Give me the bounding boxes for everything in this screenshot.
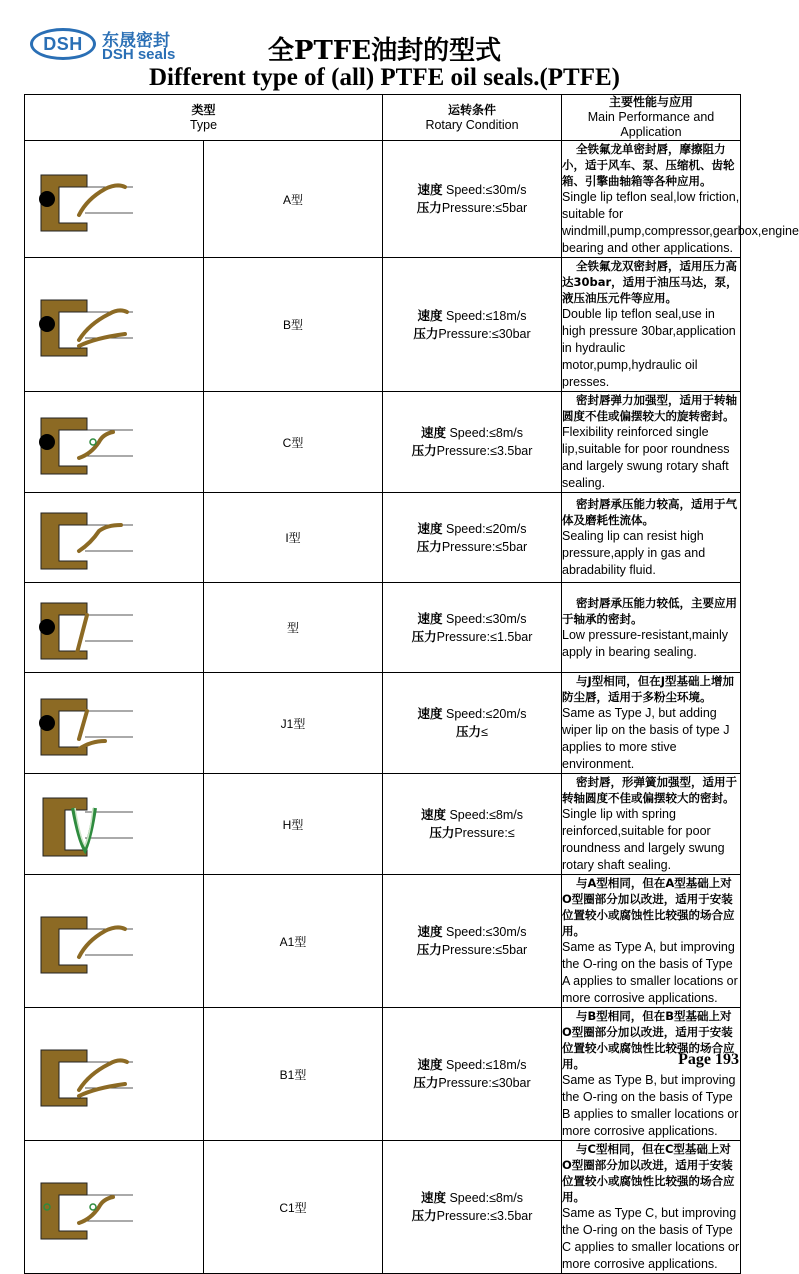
speed-label-cn: 速度 <box>417 610 443 626</box>
pressure-value: Pressure:≤5bar <box>441 943 528 957</box>
speed-label-cn: 速度 <box>420 807 446 822</box>
performance-cell <box>562 583 741 673</box>
seal-drawing-cell <box>25 141 204 258</box>
seal-type-label: C1型 <box>204 1141 383 1274</box>
performance-cell <box>562 392 741 493</box>
rotary-condition-cell <box>383 493 562 583</box>
rotary-condition-cell <box>383 875 562 1008</box>
rotary-condition-cell <box>383 774 562 875</box>
seal-cross-section-drawing <box>25 1030 155 1119</box>
table-row <box>25 583 741 673</box>
performance-cn: 与J型相同，但在J型基础上增加防尘唇，适用于多粉尘环境。 <box>562 674 735 704</box>
page-title-en: Different type of (all) PTFE oil seals.(PTFE) <box>149 64 620 91</box>
logo-mark: DSH <box>30 28 96 60</box>
performance-cell <box>562 875 741 1008</box>
seal-type-label: I型 <box>204 493 383 583</box>
speed-value: Speed:≤8m/s <box>449 426 524 440</box>
seal-drawing-cell <box>25 1141 204 1274</box>
header-condition: 运转条件 Rotary Condition <box>383 95 562 141</box>
pressure-label-cn: 压力 <box>411 628 437 644</box>
performance-en: Same as Type J, but adding wiper lip on the basis of type J applies to more stive environment. <box>562 706 730 771</box>
performance-cn: 密封唇承压能力较高，适用于气体及磨耗性流体。 <box>562 497 737 527</box>
seal-drawing-cell <box>25 1008 204 1141</box>
performance-en: Same as Type B, but improving the O-ring on the basis of Type B applies to smaller locations or more corrosive applications. <box>562 1073 739 1138</box>
seal-drawing-cell <box>25 774 204 875</box>
table-row <box>25 493 741 583</box>
table-row <box>25 1141 741 1274</box>
speed-value: Speed:≤20m/s <box>445 521 527 536</box>
seal-drawing-cell <box>25 583 204 673</box>
speed-label-cn: 速度 <box>417 520 443 536</box>
seal-cross-section-drawing <box>25 493 155 582</box>
seal-drawing-cell <box>25 875 204 1008</box>
rotary-condition-cell <box>383 583 562 673</box>
performance-en: Low pressure-resistant,mainly apply in bearing sealing. <box>562 627 729 659</box>
pressure-value: Pressure:≤5bar <box>441 539 528 554</box>
pressure-value: Pressure:≤30bar <box>438 1076 531 1090</box>
rotary-condition-cell <box>383 1141 562 1274</box>
pressure-value: Pressure:≤30bar <box>438 326 531 341</box>
seal-type-label: J1型 <box>204 673 383 774</box>
rotary-condition-cell <box>383 392 562 493</box>
performance-cn: 与B型相同，但在B型基础上对O型圈部分加以改进，适用于安装位置较小或腐蚀性比较强的场合应用。 <box>562 1009 735 1071</box>
performance-cn: 与C型相同，但在C型基础上对O型圈部分加以改进，适用于安装位置较小或腐蚀性比较强的场合应用。 <box>562 1142 735 1204</box>
performance-cell <box>562 258 741 392</box>
pressure-value: ≤ <box>481 725 488 739</box>
seal-type-label: H型 <box>204 774 383 875</box>
performance-en: Flexibility reinforced single lip,suitable for poor roundness and largely swung rotary shaft sealing. <box>562 425 730 490</box>
pressure-label-cn: 压力 <box>411 1208 437 1223</box>
performance-en: Double lip teflon seal,use in high pressure 30bar,application in hydraulic motor,pump,hydraulic oil presses. <box>562 307 736 389</box>
performance-cell <box>562 1141 741 1274</box>
speed-label-cn: 速度 <box>420 1190 446 1205</box>
speed-label-cn: 速度 <box>417 1057 443 1072</box>
speed-value: Speed:≤30m/s <box>445 611 527 626</box>
table-row <box>25 774 741 875</box>
speed-label-cn: 速度 <box>417 924 443 939</box>
speed-label-cn: 速度 <box>417 182 443 197</box>
pressure-label-cn: 压力 <box>456 724 482 739</box>
pressure-label-cn: 压力 <box>413 1075 439 1090</box>
table-row <box>25 141 741 258</box>
table-row <box>25 258 741 392</box>
pressure-value: Pressure:≤ <box>454 826 515 840</box>
performance-cell <box>562 1008 741 1141</box>
performance-cell <box>562 493 741 583</box>
rotary-condition-cell <box>383 258 562 392</box>
table-row <box>25 673 741 774</box>
pressure-label-cn: 压力 <box>411 443 437 458</box>
pressure-value: Pressure:≤3.5bar <box>436 444 533 458</box>
pressure-label-cn: 压力 <box>429 825 455 840</box>
seal-drawing-cell <box>25 258 204 392</box>
speed-value: Speed:≤20m/s <box>445 707 527 721</box>
rotary-condition-cell <box>383 1008 562 1141</box>
seal-cross-section-drawing <box>25 280 155 369</box>
speed-value: Speed:≤18m/s <box>445 308 527 323</box>
seal-type-label: A型 <box>204 141 383 258</box>
pressure-label-cn: 压力 <box>416 942 442 957</box>
seal-drawing-cell <box>25 392 204 493</box>
seal-type-label: C型 <box>204 392 383 493</box>
performance-cn: 全铁氟龙单密封唇，摩擦阻力小，适于风车、泵、压缩机、齿轮箱、引擎曲轴箱等各种应用。 <box>562 142 735 188</box>
performance-cell <box>562 774 741 875</box>
page-title-cn: 全PTFE油封的型式 <box>267 36 502 66</box>
table-row <box>25 392 741 493</box>
speed-label-cn: 速度 <box>420 425 446 440</box>
performance-cell <box>562 673 741 774</box>
speed-value: Speed:≤30m/s <box>445 925 527 939</box>
performance-cn: 密封唇，形弹簧加强型，适用于转轴圆度不佳或偏摆较大的密封。 <box>562 775 737 805</box>
performance-cn: 全铁氟龙双密封唇，适用压力高达30bar，适用于油压马达，泵，液压油压元件等应用。 <box>562 259 738 305</box>
pressure-label-cn: 压力 <box>416 538 442 554</box>
seal-cross-section-drawing <box>25 1163 155 1252</box>
speed-label-cn: 速度 <box>417 706 443 721</box>
header-type: 类型 Type <box>25 95 383 141</box>
performance-cn: 密封唇承压能力较低，主要应用于轴承的密封。 <box>562 595 737 626</box>
page-number: Page 193 <box>678 1051 739 1068</box>
seal-cross-section-drawing <box>25 398 155 487</box>
seal-cross-section-drawing <box>25 583 155 672</box>
pressure-label-cn: 压力 <box>416 200 442 215</box>
pressure-value: Pressure:≤3.5bar <box>436 1209 533 1223</box>
seal-type-label: A1型 <box>204 875 383 1008</box>
rotary-condition-cell <box>383 141 562 258</box>
rotary-condition-cell <box>383 673 562 774</box>
speed-value: Speed:≤30m/s <box>445 183 527 197</box>
pressure-value: Pressure:≤5bar <box>441 201 528 215</box>
logo-cn-text: 东晟密封 <box>102 31 170 51</box>
seal-cross-section-drawing <box>25 679 155 768</box>
speed-value: Speed:≤18m/s <box>445 1058 527 1072</box>
pressure-label-cn: 压力 <box>413 325 439 341</box>
pressure-value: Pressure:≤1.5bar <box>436 629 533 644</box>
seal-types-table <box>24 94 799 1274</box>
performance-cell <box>562 141 799 258</box>
performance-cn: 密封唇弹力加强型，适用于转轴圆度不佳或偏摆较大的旋转密封。 <box>562 393 737 423</box>
performance-en: Single lip with spring reinforced,suitable for poor roundness and largely swung rotary shaft sealing. <box>562 807 725 872</box>
seal-drawing-cell <box>25 493 204 583</box>
header-performance: 主要性能与应用 Main Performance and Application <box>562 95 741 141</box>
performance-en: Single lip teflon seal,low friction, suitable for windmill,pump,compressor,gearbox,engine bearing and other applications. <box>562 190 799 255</box>
performance-en: Same as Type C, but improving the O-ring on the basis of Type C applies to smaller locations or more corrosive applications. <box>562 1206 740 1271</box>
seal-cross-section-drawing <box>25 780 155 869</box>
performance-en: Sealing lip can resist high pressure,apply in gas and abradability fluid. <box>562 529 706 577</box>
table-row <box>25 1008 741 1141</box>
seal-cross-section-drawing <box>25 155 155 244</box>
performance-cn: 与A型相同，但在A型基础上对O型圈部分加以改进，适用于安装位置较小或腐蚀性比较强的场合应用。 <box>562 876 735 938</box>
speed-value: Speed:≤8m/s <box>449 1191 524 1205</box>
speed-value: Speed:≤8m/s <box>449 808 524 822</box>
logo-en-text: DSH seals <box>102 46 176 63</box>
seal-type-label: B1型 <box>204 1008 383 1141</box>
seal-type-label: 型 <box>204 583 383 673</box>
seal-drawing-cell <box>25 673 204 774</box>
seal-cross-section-drawing <box>25 897 155 986</box>
speed-label-cn: 速度 <box>417 307 443 323</box>
table-row <box>25 875 741 1008</box>
performance-en: Same as Type A, but improving the O-ring on the basis of Type A applies to smaller locations or more corrosive applications. <box>562 940 738 1005</box>
seal-type-label: B型 <box>204 258 383 392</box>
